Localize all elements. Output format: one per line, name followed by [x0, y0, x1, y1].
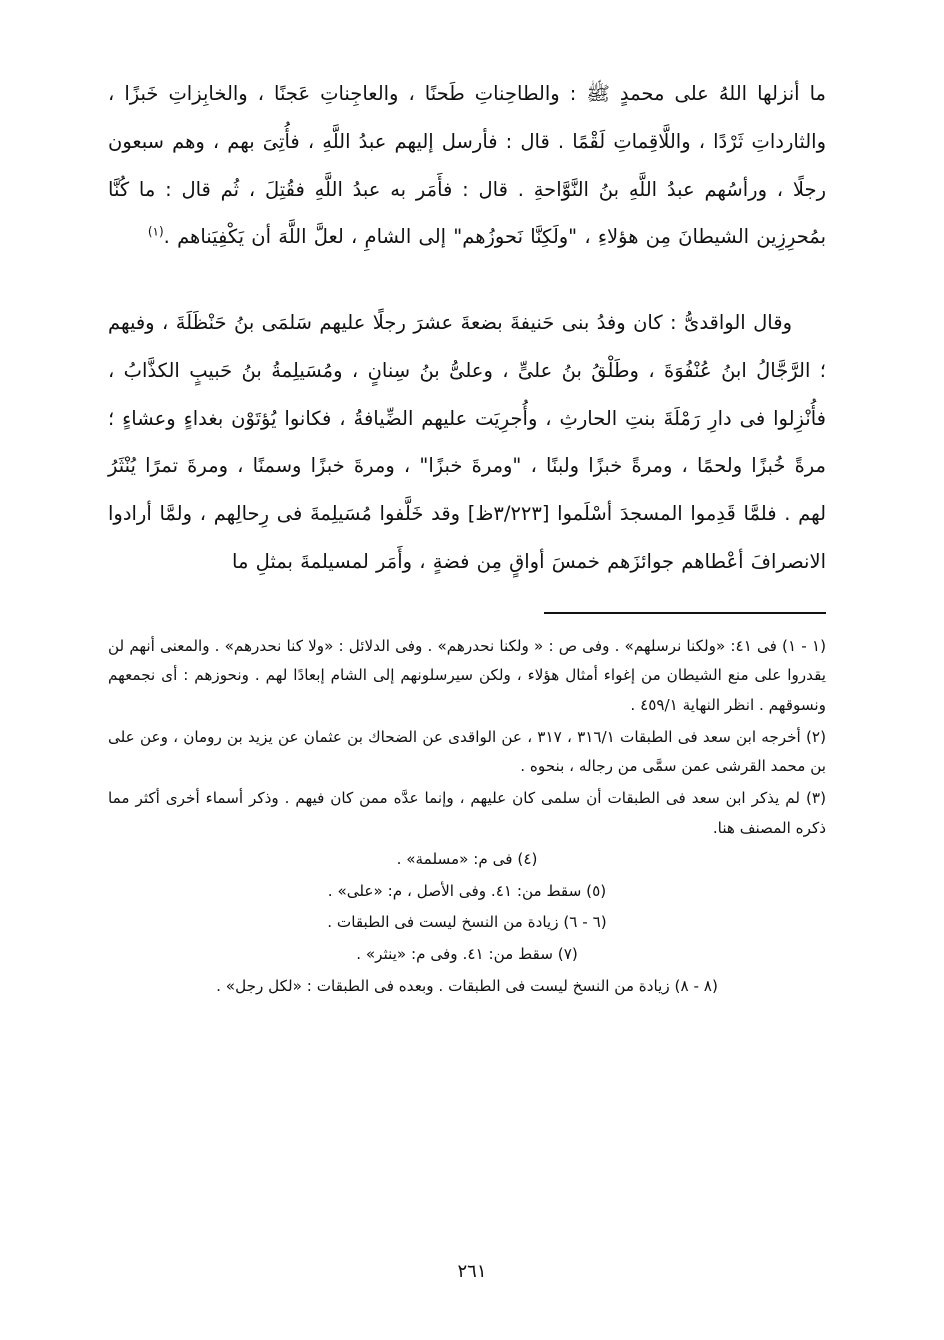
paragraph-2 — [108, 299, 826, 586]
footnote-item: (٦ - ٦) زيادة من النسخ ليست فى الطبقات . — [327, 913, 607, 932]
paragraph-1-text: ما أنزلها اللهُ على محمدٍ ﷺ : والطاحِناتِ طَحنًا ، والعاجِناتِ عَجنًا ، والخابِزاتِ خَبزًا ، والثارداتِ ثَرْدًا ، واللَّاقِماتِ لَقْمًا . قال : فأرسل إليهم عبدُ اللَّهِ ، فأُتِىَ بهم ، وهم سبعون رجلًا ، ورأسُهم عبدُ اللَّهِ بنُ النَّوَّاحةِ . قال : فأَمَر به عبدُ اللَّهِ فقُتِلَ ، ثُم قال : ما كُنَّا بمُحرِزِين الشيطانَ مِن هؤلاءِ ، "ولَكِنَّا نَحوزُهم" إلى الشامِ ، لعلَّ اللَّهَ أن يَكْفِيَناهم . — [108, 82, 826, 249]
paragraph-2-text: وقال الواقدىُّ : كان وفدُ بنى حَنيفةَ بضعةَ عشرَ رجلًا عليهم سَلمَى بنُ حَنْظَلَةَ ، وفيهم ؛ الرَّجَّالُ ابنُ عُنْفُوَةَ ، وطَلْقُ بنُ علىٍّ ، وعلىُّ بنُ سِنانٍ ، ومُسَيلِمةُ بنُ حَبيبٍ الكذَّابُ ، فأُنْزِلوا فى دارِ رَمْلَةَ بنتِ الحارثِ ، وأُجرِيَت عليهم الضِّيافةُ ، فكانوا يُؤتَوْن بغداءٍ وعشاءٍ ؛ مرةً خُبزًا ولحمًا ، ومرةً خبزًا ولبنًا ، "ومرةَ خبزًا" ، ومرةَ خبزًا وسمنًا ، ومرةَ تمرًا يُنْثَرُ لهم . فلمَّا قَدِموا المسجدَ أسْلَموا [٣/٢٢٣ظ] وقد خَلَّفوا مُسَيلِمةَ فى رِحالِهم ، ولمَّا أرادوا الانصرافَ أعْطاهم جوائزَهم خمسَ أواقٍ مِن فضةٍ ، وأَمَر لمسيلمةَ بمثلِ ما — [108, 311, 827, 573]
footnote-separator-rule — [544, 612, 826, 614]
footnote-item: (٨ - ٨) زيادة من النسخ ليست فى الطبقات . وبعده فى الطبقات : «لكل رجل» . — [216, 976, 718, 995]
footnote-item: (٤) فى م: «مسلمة» . — [396, 850, 538, 869]
footnote-marker-1: (١) — [147, 224, 164, 239]
page-number: ٢٦١ — [457, 1261, 487, 1282]
footnote-item: (٢) أخرجه ابن سعد فى الطبقات ٣١٦/١ ، ٣١٧ ، عن الواقدى عن الضحاك بن عثمان عن يزيد بن رومان ، وعن على بن محمد القرشى عمن سمَّى من رجاله ، بنحوه . — [108, 727, 827, 776]
footnote-item: (١ - ١) فى ٤١: «ولكنا نرسلهم» . وفى ص : « ولكنا نحدرهم» . وفى الدلائل : «ولا كنا نحدرهم» . والمعنى أنهم لن يقدروا على منع الشيطان من إغواء أمثال هؤلاء ، ولكن سيرسلونهم إلى الشام إبعادًا لهم . ونحوزهم : أى نجمعهم ونسوقهم . انظر النهاية ٤٥٩/١ . — [108, 636, 827, 714]
paragraph-spacer — [108, 265, 826, 299]
footnote-item: (٣) لم يذكر ابن سعد فى الطبقات أن سلمى كان عليهم ، وإنما عدَّه ممن كان فيهم . وذكر أسماء أخرى أكثر مما ذكره المصنف هنا. — [108, 788, 826, 837]
main-text-block — [108, 70, 826, 586]
paragraph-1 — [108, 70, 826, 261]
footnote-item: (٥) سقط من: ٤١. وفى الأصل ، م: «على» . — [327, 881, 607, 900]
footnotes-block — [108, 632, 826, 1002]
footnote-item: (٧) سقط من: ٤١. وفى م: «ينثر» . — [356, 945, 578, 964]
